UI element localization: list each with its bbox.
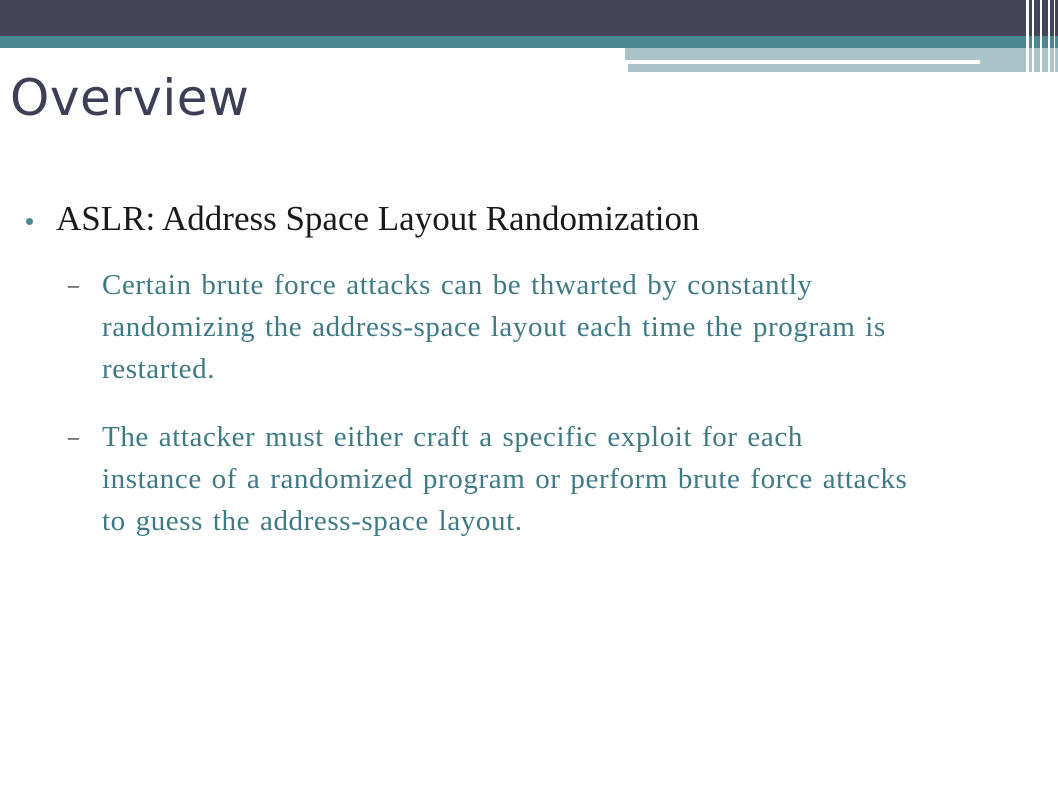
header-vertical-stripe: [1054, 0, 1055, 72]
bullet-text: ASLR: Address Space Layout Randomization: [56, 199, 700, 238]
header-vertical-stripe: [1032, 0, 1034, 72]
dash-icon: –: [68, 272, 79, 297]
header-vertical-stripe: [1026, 0, 1029, 72]
header-dark-bar: [0, 0, 1058, 36]
sub-bullet-item: [68, 264, 908, 390]
dash-icon: –: [68, 424, 79, 449]
sub-bullet-item: [68, 416, 908, 542]
header-teal-bar: [0, 36, 1058, 48]
bullet-item: [26, 196, 700, 242]
bullet-dot-icon: [26, 218, 33, 225]
header-vertical-stripe: [1048, 0, 1050, 72]
header-accent-line: [628, 64, 980, 72]
sub-bullet-text: Certain brute force attacks can be thwarted by constantly randomizing the address-space layout each time the program is restarted.: [102, 269, 886, 385]
header-right-block: [980, 48, 1058, 72]
sub-bullet-text: The attacker must either craft a specific exploit for each instance of a randomized program or perform brute force attacks to guess the address-space layout.: [102, 421, 908, 537]
header-vertical-stripe: [1040, 0, 1042, 72]
slide-title: Overview: [10, 69, 250, 127]
